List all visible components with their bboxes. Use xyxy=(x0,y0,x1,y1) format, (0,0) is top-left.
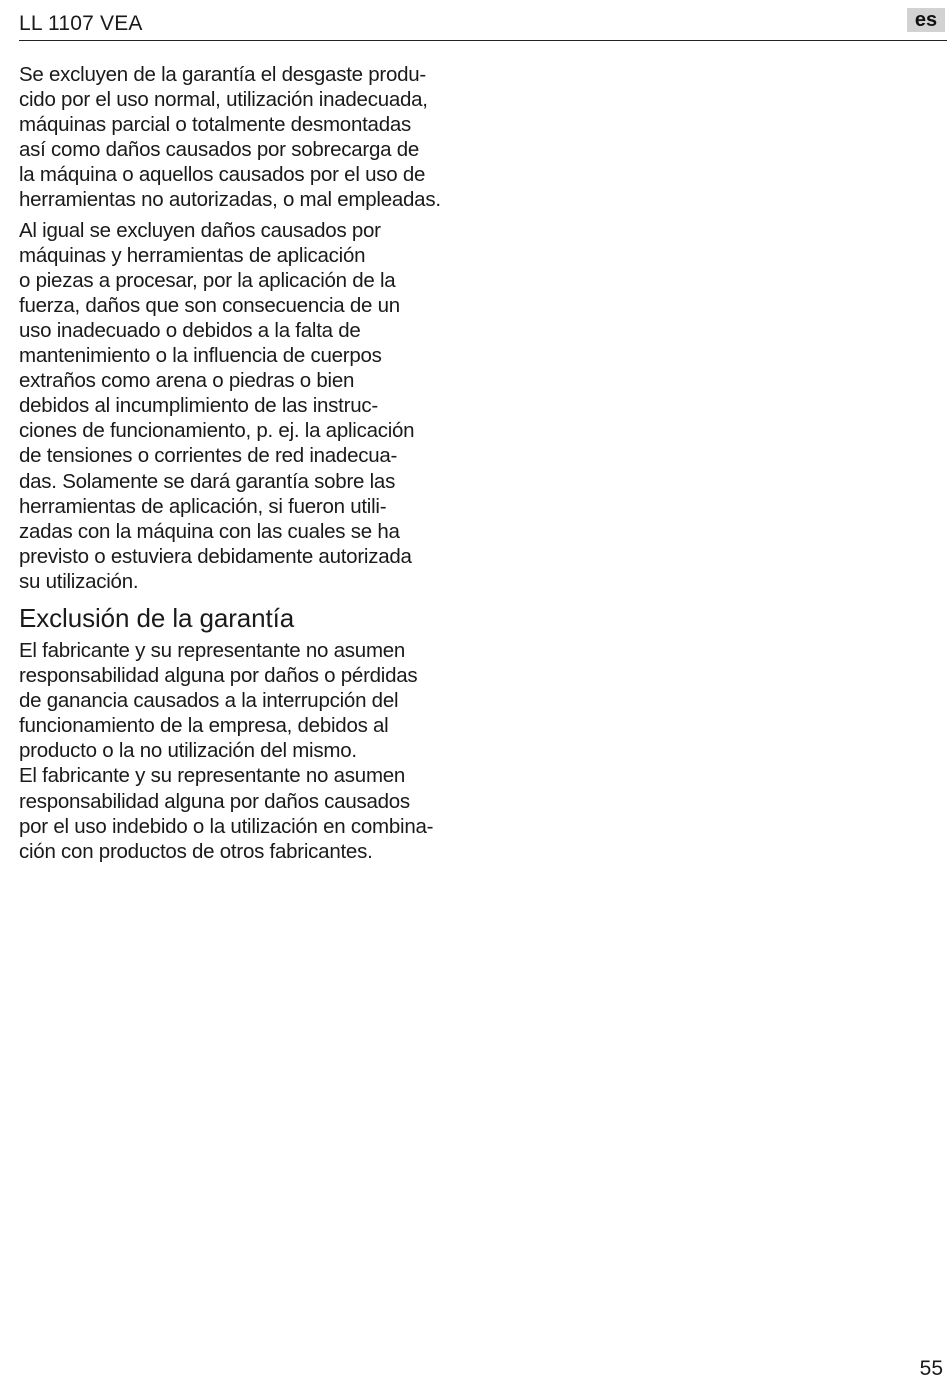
text-line: fuerza, daños que son consecuencia de un xyxy=(19,293,400,317)
text-line: El fabricante y su representante no asumen xyxy=(19,638,406,662)
text-line: cido por el uso normal, utilización inadecuada, xyxy=(19,88,428,112)
paragraph-liability-business xyxy=(19,638,456,763)
text-line: ción con productos de otros fabricantes. xyxy=(19,839,373,863)
text-column xyxy=(19,62,456,864)
text-line: responsabilidad alguna por daños causados xyxy=(19,789,410,813)
text-line: das. Solamente se dará garantía sobre las xyxy=(19,469,396,493)
text-line: previsto o estuviera debidamente autorizada xyxy=(19,544,412,568)
text-line: la máquina o aquellos causados por el uso de xyxy=(19,163,426,187)
text-line: de ganancia causados a la interrupción del xyxy=(19,689,399,713)
text-line: herramientas no autorizadas, o mal empleadas. xyxy=(19,188,441,212)
language-tab: es xyxy=(907,8,945,32)
text-line: así como daños causados por sobrecarga de xyxy=(19,138,420,162)
text-line: funcionamiento de la empresa, debidos al xyxy=(19,714,389,738)
section-heading-warranty-exclusion: Exclusión de la garantía xyxy=(19,602,295,633)
text-line: Se excluyen de la garantía el desgaste produ- xyxy=(19,63,426,86)
text-line: por el uso indebido o la utilización en combina- xyxy=(19,814,434,838)
text-line: herramientas de aplicación, si fueron utili- xyxy=(19,494,387,518)
text-line: máquinas parcial o totalmente desmontadas xyxy=(19,113,412,137)
page-number: 55 xyxy=(919,1357,943,1380)
text-line: producto o la no utilización del mismo. xyxy=(19,739,357,763)
text-line: zadas con la máquina con las cuales se ha xyxy=(19,519,400,543)
text-line: responsabilidad alguna por daños o pérdidas xyxy=(19,664,418,688)
text-line: extraños como arena o piedras o bien xyxy=(19,369,355,393)
text-line: debidos al incumplimiento de las instruc- xyxy=(19,394,378,418)
text-line: Al igual se excluyen daños causados por xyxy=(19,218,381,242)
paragraph-damage-exclusion xyxy=(19,218,456,594)
text-line: de tensiones o corrientes de red inadecua- xyxy=(19,444,398,468)
text-line: uso inadecuado o debidos a la falta de xyxy=(19,318,361,342)
text-line: o piezas a procesar, por la aplicación de la xyxy=(19,268,396,292)
paragraph-wear-exclusion xyxy=(19,62,456,213)
text-line: ciones de funcionamiento, p. ej. la aplicación xyxy=(19,419,415,443)
text-line: El fabricante y su representante no asumen xyxy=(19,764,406,788)
text-line: su utilización. xyxy=(19,569,139,593)
document-model-title: LL 1107 VEA xyxy=(19,12,143,35)
text-line: máquinas y herramientas de aplicación xyxy=(19,243,366,267)
paragraph-liability-misuse xyxy=(19,763,456,863)
header-divider xyxy=(19,40,947,41)
text-line: mantenimiento o la influencia de cuerpos xyxy=(19,344,382,368)
